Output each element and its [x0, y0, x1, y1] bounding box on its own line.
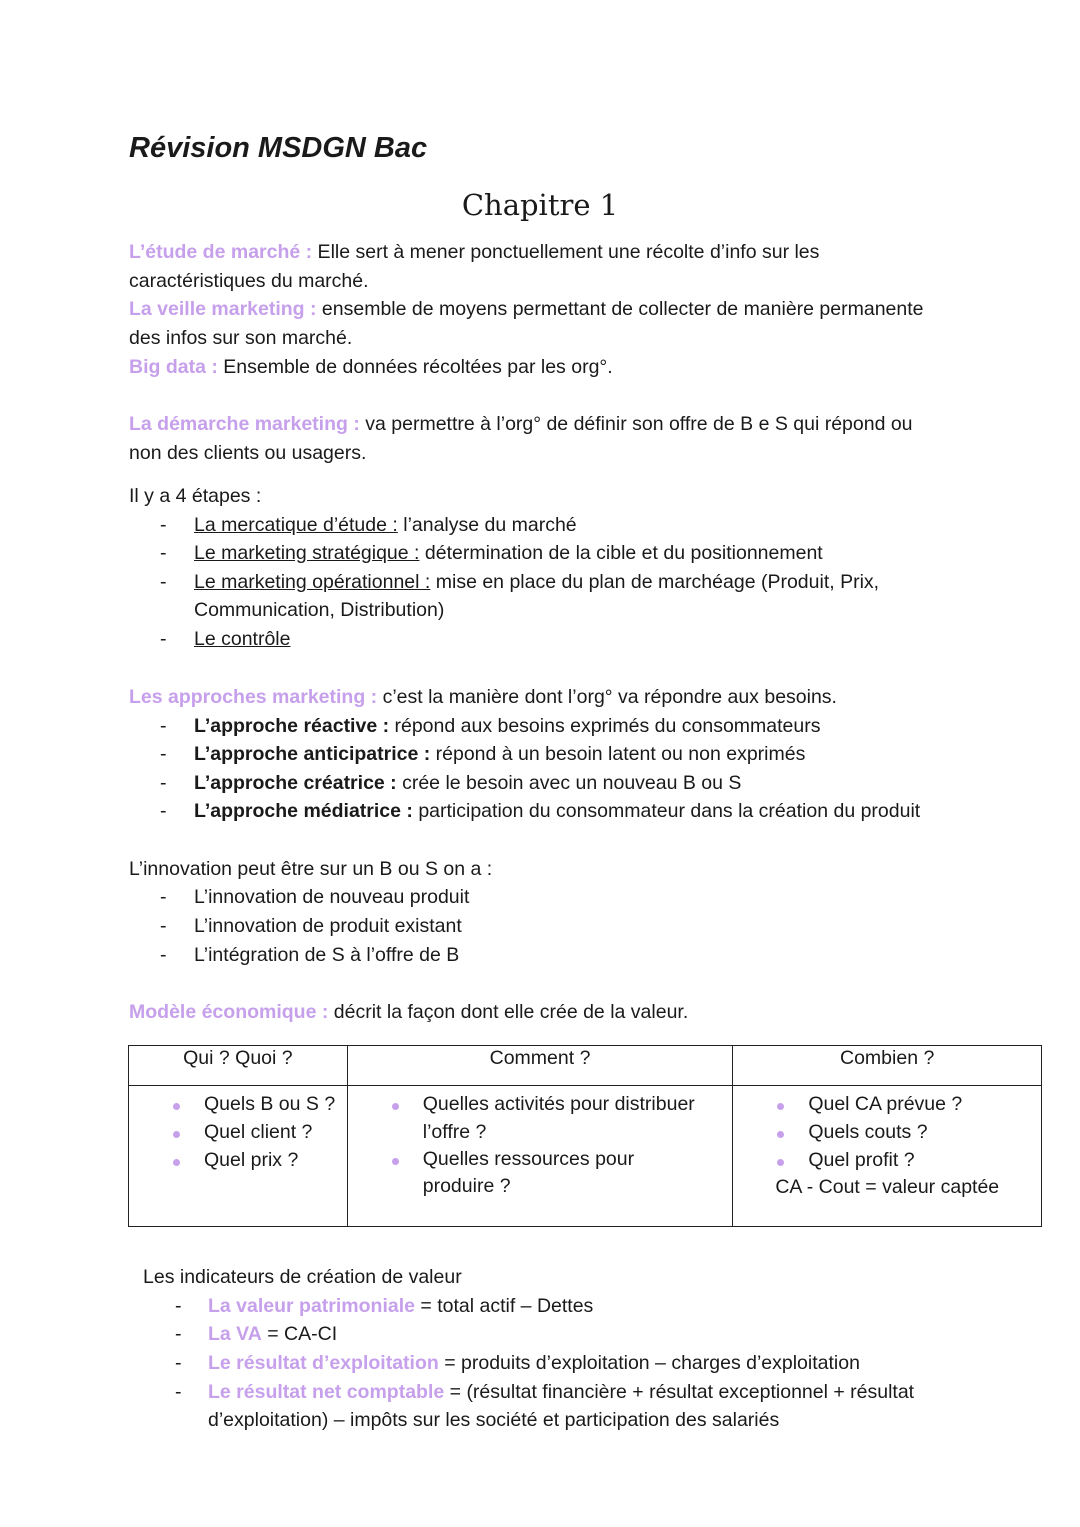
column-header: Qui ? Quoi ? — [129, 1046, 348, 1086]
table-header-row — [129, 1046, 1042, 1086]
term: La démarche marketing : — [129, 413, 360, 435]
list-item — [208, 1292, 593, 1321]
term: La veille marketing : — [129, 298, 317, 320]
bullet-dot — [392, 1158, 399, 1165]
bullet-dot — [777, 1159, 784, 1166]
step-text: l’analyse du marché — [397, 514, 577, 536]
step-label: La mercatique d’étude : — [194, 514, 398, 536]
table-cell — [347, 1086, 733, 1227]
step-text: détermination de la cible et du positionnement — [419, 542, 823, 564]
step-text: mise en place du plan de marchéage (Produit, Prix, — [430, 571, 880, 593]
list-item — [208, 1378, 914, 1407]
definition-text: c’est la manière dont l’org° va répondre aux besoins. — [377, 686, 837, 708]
table-cell — [129, 1086, 348, 1227]
list-item: Quels B ou S ? — [204, 1093, 336, 1115]
list-item: L’intégration de S à l’offre de B — [194, 944, 460, 966]
term: L’étude de marché : — [129, 241, 313, 263]
bullet-dash: - — [160, 514, 167, 536]
bullet-dash: - — [160, 715, 167, 737]
list-item: Quels couts ? — [808, 1121, 928, 1143]
formula: CA - Cout = valeur captée — [775, 1176, 1000, 1198]
bullet-dot — [392, 1103, 399, 1110]
list-item — [194, 625, 290, 654]
term: La valeur patrimoniale — [208, 1295, 415, 1317]
bullet-dot — [173, 1103, 180, 1110]
bullet-dot — [777, 1131, 784, 1138]
definition-text: caractéristiques du marché. — [129, 270, 369, 292]
formula: = total actif – Dettes — [415, 1295, 594, 1317]
approche-label: L’approche réactive : — [194, 715, 390, 737]
bullet-dash: - — [160, 886, 167, 908]
bullet-dash: - — [160, 542, 167, 564]
bullet-dash: - — [160, 628, 167, 650]
list-item — [194, 740, 805, 769]
table-cell — [733, 1086, 1042, 1227]
list-item: Quel client ? — [204, 1121, 313, 1143]
list-item: L’innovation de produit existant — [194, 915, 462, 937]
approche-label: L’approche créatrice : — [194, 772, 397, 794]
chapter-heading: Chapitre 1 — [461, 188, 619, 222]
column-header: Combien ? — [733, 1046, 1042, 1086]
list-item: Quel CA prévue ? — [808, 1093, 963, 1115]
formula: = (résultat financière + résultat exceptionnel + résultat — [444, 1381, 915, 1403]
definition-text: Elle sert à mener ponctuellement une récolte d’info sur les — [312, 241, 820, 263]
bullet-dot — [173, 1159, 180, 1166]
list-item — [194, 797, 920, 826]
formula: = produits d’exploitation – charges d’exploitation — [438, 1352, 860, 1374]
list-item-continued: Communication, Distribution) — [194, 599, 445, 621]
indicateurs-intro: Les indicateurs de création de valeur — [143, 1266, 462, 1288]
term: Modèle économique : — [129, 1001, 329, 1023]
definition-text: des infos sur son marché. — [129, 327, 353, 349]
list-item-continued: produire ? — [422, 1175, 511, 1197]
bullet-dash: - — [175, 1352, 182, 1374]
table-row — [129, 1086, 1042, 1227]
definition-veille-marketing — [129, 295, 924, 324]
definition-text: ensemble de moyens permettant de collecter de manière permanente — [316, 298, 924, 320]
modele-economique — [129, 998, 688, 1027]
list-item-continued: l’offre ? — [422, 1121, 487, 1143]
approche-text: crée le besoin avec un nouveau B ou S — [396, 772, 742, 794]
list-item: Quelles ressources pour — [422, 1148, 635, 1170]
definition-big-data — [129, 353, 613, 382]
approche-label: L’approche anticipatrice : — [194, 743, 431, 765]
steps-intro: Il y a 4 étapes : — [129, 485, 262, 507]
term: Les approches marketing : — [129, 686, 378, 708]
term: La VA — [208, 1323, 262, 1345]
bullet-dash: - — [160, 772, 167, 794]
list-item: Quel prix ? — [204, 1149, 299, 1171]
step-label: Le marketing stratégique : — [194, 542, 420, 564]
definition-text: non des clients ou usagers. — [129, 442, 367, 464]
term: Le résultat net comptable — [208, 1381, 445, 1403]
definition-etude-marche — [129, 238, 819, 267]
bullet-dash: - — [160, 944, 167, 966]
bullet-dash: - — [175, 1323, 182, 1345]
business-model-table — [128, 1045, 1042, 1227]
list-item-continued: d’exploitation) – impôts sur les société et participation des salariés — [208, 1409, 780, 1431]
approche-text: répond à un besoin latent ou non exprimés — [430, 743, 806, 765]
bullet-dot — [173, 1131, 180, 1138]
formula: = CA-CI — [261, 1323, 338, 1345]
bullet-dot — [777, 1103, 784, 1110]
list-item — [194, 511, 577, 540]
list-item — [194, 712, 820, 741]
column-header: Comment ? — [347, 1046, 733, 1086]
definition-text: Ensemble de données récoltées par les org°. — [217, 356, 613, 378]
list-item — [194, 769, 741, 798]
bullet-dash: - — [160, 915, 167, 937]
term: Big data : — [129, 356, 218, 378]
list-item — [208, 1349, 860, 1378]
bullet-dash: - — [175, 1381, 182, 1403]
step-label: Le contrôle — [194, 628, 291, 650]
step-label: Le marketing opérationnel : — [194, 571, 431, 593]
approches-marketing — [129, 683, 837, 712]
demarche-marketing — [129, 410, 913, 439]
approche-label: L’approche médiatrice : — [194, 800, 413, 822]
definition-text: décrit la façon dont elle crée de la valeur. — [328, 1001, 689, 1023]
definition-text: va permettre à l’org° de définir son offre de B e S qui répond ou — [359, 413, 913, 435]
document-title: Révision MSDGN Bac — [129, 132, 428, 164]
list-item: Quel profit ? — [808, 1149, 915, 1171]
bullet-dash: - — [160, 743, 167, 765]
bullet-dash: - — [175, 1295, 182, 1317]
term: Le résultat d’exploitation — [208, 1352, 439, 1374]
innovation-intro: L’innovation peut être sur un B ou S on a : — [129, 858, 493, 880]
list-item — [208, 1320, 337, 1349]
list-item: Quelles activités pour distribuer — [422, 1093, 695, 1115]
list-item — [194, 539, 823, 568]
list-item — [194, 568, 879, 597]
bullet-dash: - — [160, 800, 167, 822]
approche-text: participation du consommateur dans la création du produit — [412, 800, 921, 822]
bullet-dash: - — [160, 571, 167, 593]
list-item: L’innovation de nouveau produit — [194, 886, 470, 908]
approche-text: répond aux besoins exprimés du consommateurs — [389, 715, 821, 737]
